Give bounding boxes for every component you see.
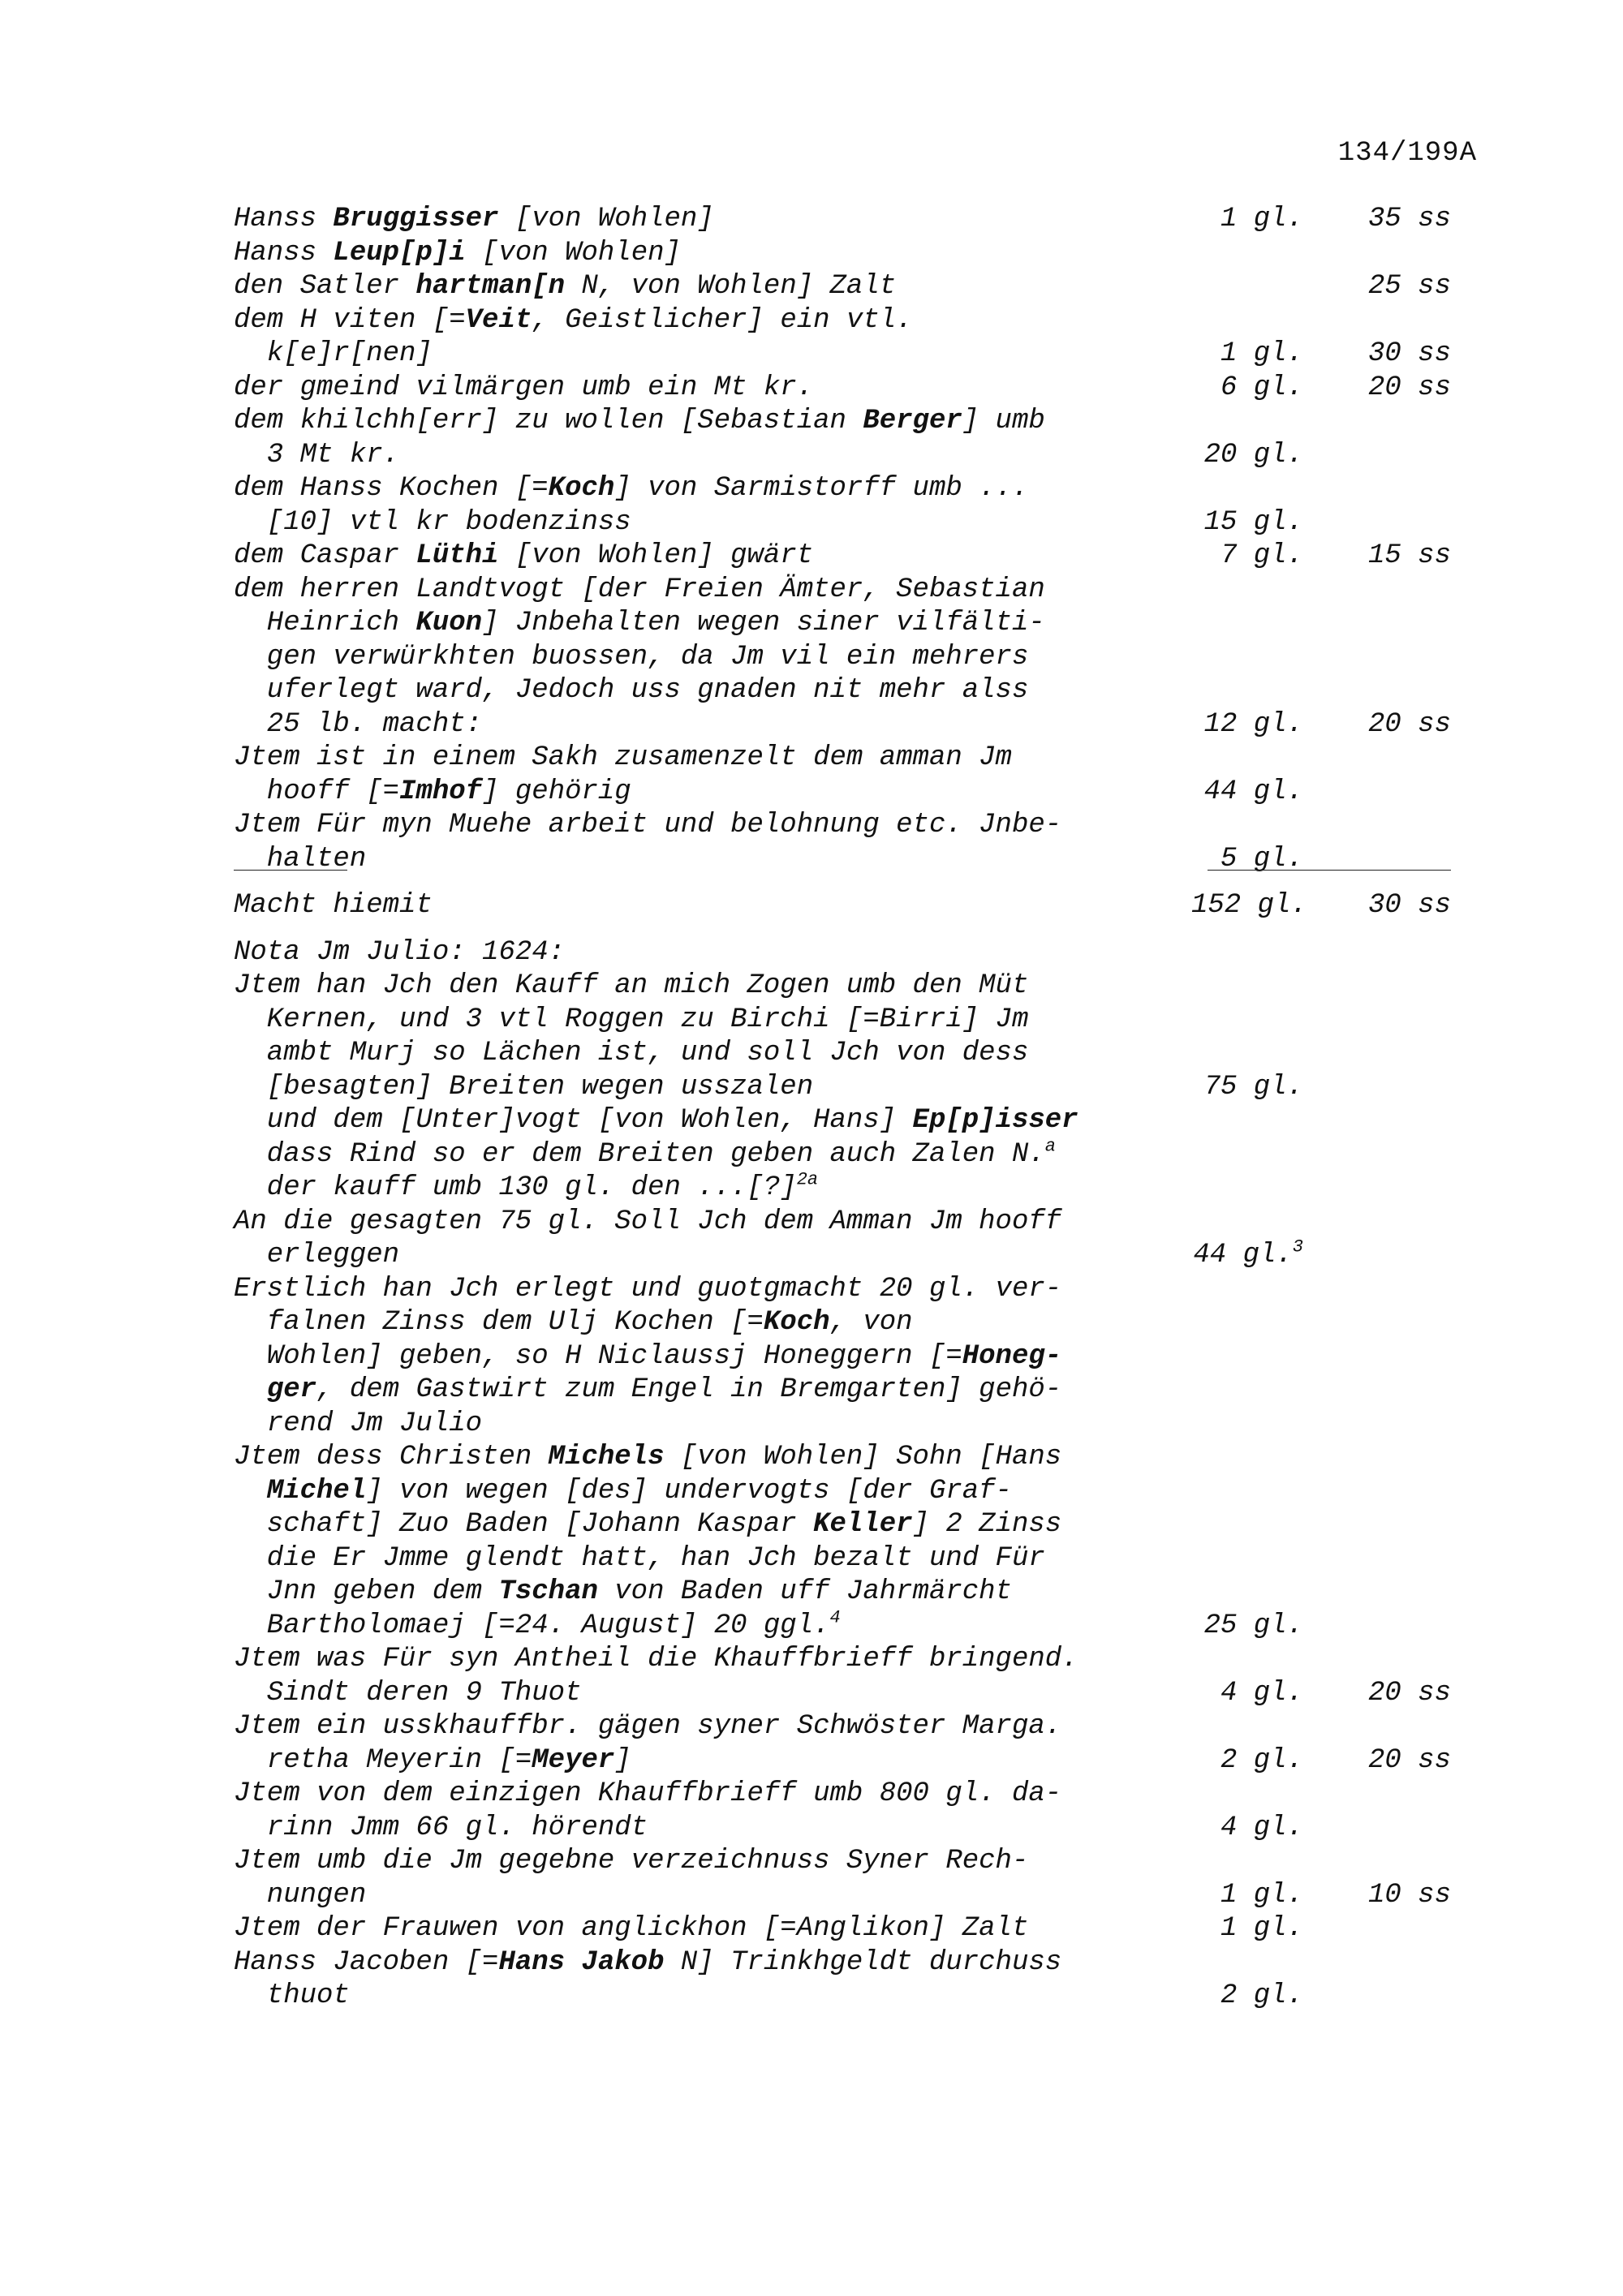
entry-gap	[234, 923, 1467, 936]
entry-text	[234, 1778, 1191, 1845]
text-segment: [10] vtl kr bodenzinss	[234, 506, 631, 538]
text-segment: ] von wegen [des] undervogts [der Graf-	[366, 1475, 1012, 1507]
entry-amount	[1191, 338, 1467, 372]
amount-gulden-value: 7 gl.	[1220, 540, 1303, 571]
text-segment: ]	[614, 1744, 631, 1776]
entry-row	[234, 1912, 1467, 1946]
text-segment: Hanss	[234, 204, 334, 234]
text-segment: [von Wohlen]	[498, 204, 714, 234]
text-segment: Jtem der Frauwen von anglickhon [=Anglikon] Zalt	[234, 1913, 1029, 1944]
text-segment: An die gesagten 75 gl. Soll Jch dem Amman Jm hooff	[234, 1206, 1062, 1237]
amount-schilling	[1321, 1980, 1467, 2014]
amount-gulden-value: 75 gl.	[1203, 1071, 1303, 1103]
amount-gulden-value: 25 gl.	[1203, 1610, 1303, 1641]
amount-gulden-value: 1 gl.	[1220, 1879, 1303, 1911]
text-segment: nungen	[234, 1879, 367, 1911]
entry-text	[234, 304, 1191, 372]
text-segment: dem H viten [=	[234, 304, 466, 336]
entry-amount	[1191, 1879, 1467, 1913]
entry-row	[234, 372, 1467, 406]
text-segment: Jnn geben dem	[234, 1576, 499, 1607]
text-segment: Jtem dess Christen	[234, 1442, 549, 1473]
entry-row	[234, 1273, 1467, 1442]
text-segment: ] von Sarmistorff umb ...	[614, 473, 1029, 504]
text-segment: N] Trinkhgeldt durchuss	[664, 1946, 1062, 1978]
entry-row	[234, 574, 1467, 742]
footnote-mark: a	[1044, 1136, 1056, 1157]
text-segment: Jtem han Jch den Kauff an mich Zogen umb den Müt	[234, 970, 1029, 1001]
text-segment: Nota Jm Julio: 1624:	[234, 936, 566, 968]
amount-schilling: 20 ss	[1367, 372, 1451, 403]
amount-schilling	[1321, 1071, 1467, 1105]
amount-schilling: 10 ss	[1367, 1879, 1451, 1911]
entry-amount	[1191, 270, 1467, 304]
entry-text	[234, 540, 1191, 574]
entry-text	[234, 1206, 1191, 1273]
name-bold: Lüthi	[415, 540, 499, 571]
amount-gulden	[1191, 372, 1321, 406]
amount-schilling: 15 ss	[1367, 540, 1451, 571]
footnote-mark: 4	[829, 1607, 841, 1628]
entry-text	[234, 1441, 1191, 1643]
text-segment: uferlegt ward, Jedoch uss gnaden nit mehr alss	[234, 675, 1029, 706]
amount-gulden-value: 44 gl.	[1203, 776, 1303, 807]
entry-row	[234, 936, 1467, 970]
entry-amount	[1191, 1812, 1467, 1846]
amount-gulden-value: 2 gl.	[1220, 1744, 1303, 1776]
entry-text	[234, 809, 1191, 876]
sum-rule-left	[234, 870, 347, 871]
text-segment	[234, 1374, 267, 1405]
text-segment: Hanss Jacoben [=	[234, 1946, 499, 1978]
name-bold: Tschan	[498, 1576, 598, 1607]
entry-row	[234, 1778, 1467, 1845]
text-segment: 3 Mt kr.	[234, 439, 400, 471]
amount-gulden	[1191, 1912, 1321, 1946]
amount-gulden	[1191, 708, 1321, 742]
amount-gulden-value: 4 gl.	[1220, 1677, 1303, 1709]
name-bold: Hans Jakob	[498, 1946, 665, 1978]
amount-schilling: 20 ss	[1367, 708, 1451, 740]
amount-gulden-value: 44 gl.	[1193, 1240, 1293, 1271]
text-segment: Sindt deren 9 Thuot	[234, 1677, 582, 1709]
amount-gulden-value: 12 gl.	[1203, 708, 1303, 740]
amount-gulden	[1191, 843, 1321, 877]
entry-amount	[1191, 1236, 1467, 1273]
amount-gulden-value: 152 gl.	[1191, 890, 1307, 921]
entry-text	[234, 1946, 1191, 2014]
name-bold: Kuon	[415, 608, 483, 638]
name-bold: Bruggisser	[333, 204, 499, 234]
entry-row	[234, 1441, 1467, 1643]
text-segment	[234, 1476, 267, 1507]
text-segment: von Baden uff Jahrmärcht	[597, 1576, 1012, 1607]
amount-gulden	[1191, 776, 1321, 810]
entry-row	[234, 1710, 1467, 1778]
text-segment: dem khilchh[err] zu wollen [Sebastian	[234, 406, 863, 436]
entry-amount	[1191, 776, 1467, 810]
text-segment: falnen Zinss dem Ulj Kochen [=	[234, 1307, 764, 1338]
text-segment: ] gehörig	[482, 776, 631, 807]
text-segment: Hanss	[234, 237, 334, 269]
text-segment: rend Jm Julio	[234, 1408, 483, 1439]
entry-amount	[1191, 203, 1467, 237]
name-bold: Michels	[548, 1442, 665, 1473]
text-segment: ] 2 Zinss	[912, 1509, 1062, 1540]
text-segment: thuot	[234, 1980, 350, 2011]
text-segment: und dem [Unter]vogt [von Wohlen, Hans]	[234, 1105, 913, 1136]
text-segment: halten	[234, 843, 367, 875]
entry-text	[234, 574, 1191, 742]
text-segment: den Satler	[234, 271, 416, 302]
amount-schilling: 25 ss	[1367, 271, 1451, 302]
amount-schilling	[1321, 1912, 1467, 1946]
footnote-mark: 2a	[796, 1169, 819, 1190]
entry-row	[234, 540, 1467, 574]
amount-schilling	[1321, 439, 1467, 473]
amount-gulden	[1191, 203, 1321, 237]
amount-schilling: 20 ss	[1367, 1677, 1451, 1709]
text-segment: Jtem was Für syn Antheil die Khauffbrieff bringend.	[234, 1644, 1078, 1675]
amount-schilling: 35 ss	[1367, 204, 1451, 234]
entry-text	[234, 1104, 1191, 1206]
text-segment: der gmeind vilmärgen umb ein Mt kr.	[234, 372, 814, 403]
entry-row	[234, 1206, 1467, 1273]
text-segment: , dem Gastwirt zum Engel in Bremgarten] gehö-	[316, 1374, 1062, 1405]
name-bold: hartman[n	[415, 271, 566, 302]
entry-text	[234, 1845, 1191, 1912]
amount-schilling	[1321, 1610, 1467, 1644]
amount-gulden	[1191, 1610, 1321, 1644]
amount-gulden-value: 1 gl.	[1220, 204, 1303, 234]
entry-amount	[1191, 1912, 1467, 1946]
text-segment: gen verwürkhten buossen, da Jm vil ein mehrers	[234, 641, 1029, 673]
entry-row	[234, 472, 1467, 540]
text-segment: rinn Jmm 66 gl. hörendt	[234, 1812, 648, 1843]
text-segment: dem Hanss Kochen [=	[234, 473, 549, 504]
text-segment: Wohlen] geben, so H Niclaussj Honeggern [=	[234, 1340, 962, 1372]
entry-amount	[1191, 843, 1467, 877]
name-bold: Honeg-	[962, 1340, 1062, 1372]
amount-gulden-value: 2 gl.	[1220, 1980, 1303, 2011]
entry-text	[234, 1273, 1191, 1442]
amount-gulden	[1191, 1071, 1321, 1105]
entry-row	[234, 304, 1467, 372]
text-segment: Macht hiemit	[234, 890, 433, 921]
text-segment: Heinrich	[234, 608, 416, 638]
amount-gulden-value: 4 gl.	[1220, 1812, 1303, 1843]
name-bold: Berger	[863, 406, 962, 436]
amount-gulden	[1191, 1236, 1321, 1273]
amount-gulden	[1191, 506, 1321, 540]
text-segment: [von Wohlen]	[465, 237, 681, 269]
amount-gulden	[1191, 270, 1321, 304]
amount-gulden	[1191, 1980, 1321, 2014]
entry-row	[234, 970, 1467, 1104]
entry-text	[234, 1643, 1191, 1710]
amount-gulden-value: 1 gl.	[1220, 1913, 1303, 1944]
text-segment: N, von Wohlen] Zalt	[565, 271, 897, 302]
text-segment: k[e]r[nen]	[234, 338, 433, 369]
text-segment: Jtem Für myn Muehe arbeit und belohnung etc. Jnbe-	[234, 810, 1062, 841]
amount-gulden	[1191, 1812, 1321, 1846]
text-segment: Bartholomaej [=24. August] 20 ggl.	[234, 1610, 830, 1641]
text-segment: Kernen, und 3 vtl Roggen zu Birchi [=Birri] Jm	[234, 1004, 1029, 1035]
entry-text	[234, 405, 1191, 472]
entry-row	[234, 1643, 1467, 1710]
amount-schilling: 30 ss	[1367, 338, 1451, 369]
amount-gulden	[1191, 1879, 1321, 1913]
text-segment: ambt Murj so Lächen ist, und soll Jch von dess	[234, 1038, 1029, 1068]
text-segment: 25 lb. macht:	[234, 708, 483, 740]
footnote-mark: 3	[1292, 1236, 1303, 1258]
text-segment: ] umb	[962, 406, 1045, 436]
text-segment: Jtem ein usskhauffbr. gägen syner Schwöster Marga.	[234, 1711, 1062, 1742]
text-segment: , von	[829, 1307, 913, 1338]
entry-text	[234, 936, 1191, 970]
amount-schilling	[1321, 843, 1467, 877]
entry-row	[234, 237, 1467, 271]
name-bold: Leup[p]i	[333, 237, 466, 269]
text-segment: Erstlich han Jch erlegt und guotgmacht 20 gl. ver-	[234, 1273, 1062, 1305]
amount-schilling	[1321, 1812, 1467, 1846]
amount-gulden	[1191, 540, 1321, 574]
entry-amount	[1191, 1610, 1467, 1644]
text-segment: [von Wohlen] Sohn [Hans	[664, 1442, 1062, 1473]
entry-row	[234, 809, 1467, 876]
name-bold: Imhof	[399, 776, 483, 807]
entry-amount	[1191, 1677, 1467, 1711]
amount-schilling	[1321, 776, 1467, 810]
amount-gulden-value: 6 gl.	[1220, 372, 1303, 403]
amount-schilling	[1321, 506, 1467, 540]
page-number: 134/199A	[1337, 138, 1477, 169]
entry-text	[234, 237, 1191, 271]
name-bold: ger	[266, 1374, 317, 1405]
entry-row	[234, 405, 1467, 472]
text-segment: hooff [=	[234, 776, 400, 807]
entry-amount	[1191, 1744, 1467, 1778]
entry-amount	[1191, 889, 1467, 923]
entry-text	[234, 970, 1191, 1104]
name-bold: Meyer	[532, 1744, 615, 1776]
text-segment: Jtem von dem einzigen Khauffbrieff umb 800 gl. da-	[234, 1778, 1062, 1809]
entry-text	[234, 372, 1191, 406]
entry-text	[234, 889, 1191, 923]
entry-text	[234, 270, 1191, 304]
entry-row	[234, 203, 1467, 237]
amount-gulden	[1191, 889, 1321, 923]
text-segment: dem Caspar	[234, 540, 416, 571]
name-bold: Ep[p]isser	[912, 1105, 1078, 1136]
text-segment: dem herren Landtvogt [der Freien Ämter, Sebastian	[234, 574, 1045, 605]
amount-gulden	[1191, 1677, 1321, 1711]
text-segment: erleggen	[234, 1240, 400, 1271]
entry-amount	[1191, 1980, 1467, 2014]
account-entries	[234, 203, 1467, 2014]
amount-gulden	[1191, 1744, 1321, 1778]
text-segment: schaft] Zuo Baden [Johann Kaspar	[234, 1509, 814, 1540]
amount-schilling: 30 ss	[1367, 890, 1451, 921]
text-segment: die Er Jmme glendt hatt, han Jch bezalt und Für	[234, 1542, 1045, 1574]
entry-row	[234, 1946, 1467, 2014]
text-segment: [besagten] Breiten wegen usszalen	[234, 1071, 814, 1103]
name-bold: Veit	[465, 304, 532, 336]
text-segment: Jtem ist in einem Sakh zusamenzelt dem amman Jm	[234, 742, 1012, 773]
amount-gulden-value: 5 gl.	[1220, 843, 1303, 875]
entry-gap	[234, 876, 1467, 889]
amount-gulden-value: 1 gl.	[1220, 338, 1303, 369]
entry-amount	[1191, 372, 1467, 406]
text-segment: , Geistlicher] ein vtl.	[532, 304, 913, 336]
entry-row	[234, 742, 1467, 809]
text-segment: [von Wohlen] gwärt	[498, 540, 814, 571]
entry-text	[234, 1710, 1191, 1778]
entry-text	[234, 1912, 1191, 1946]
entry-amount	[1191, 1071, 1467, 1105]
text-segment: ] Jnbehalten wegen siner vilfälti-	[482, 608, 1045, 638]
entry-row	[234, 889, 1467, 923]
entry-text	[234, 203, 1191, 237]
entry-row	[234, 1845, 1467, 1912]
amount-gulden	[1191, 338, 1321, 372]
entry-text	[234, 742, 1191, 809]
entry-amount	[1191, 506, 1467, 540]
amount-gulden	[1191, 439, 1321, 473]
name-bold: Michel	[266, 1475, 367, 1507]
text-segment: retha Meyerin [=	[234, 1744, 532, 1776]
sum-rule-right	[1208, 870, 1451, 871]
text-segment: der kauff umb 130 gl. den ...[?]	[234, 1172, 797, 1203]
entry-text	[234, 472, 1191, 540]
entry-amount	[1191, 540, 1467, 574]
amount-gulden-value: 15 gl.	[1203, 506, 1303, 538]
entry-row	[234, 270, 1467, 304]
entry-row	[234, 1104, 1467, 1206]
text-segment: dass Rind so er dem Breiten geben auch Zalen N.	[234, 1138, 1045, 1170]
name-bold: Keller	[813, 1509, 913, 1540]
text-segment: Jtem umb die Jm gegebne verzeichnuss Syner Rech-	[234, 1846, 1029, 1877]
amount-schilling	[1321, 1239, 1467, 1273]
name-bold: Koch	[763, 1307, 830, 1338]
amount-schilling: 20 ss	[1367, 1744, 1451, 1776]
amount-gulden-value: 20 gl.	[1203, 439, 1303, 471]
entry-amount	[1191, 708, 1467, 742]
entry-amount	[1191, 439, 1467, 473]
name-bold: Koch	[548, 473, 615, 504]
